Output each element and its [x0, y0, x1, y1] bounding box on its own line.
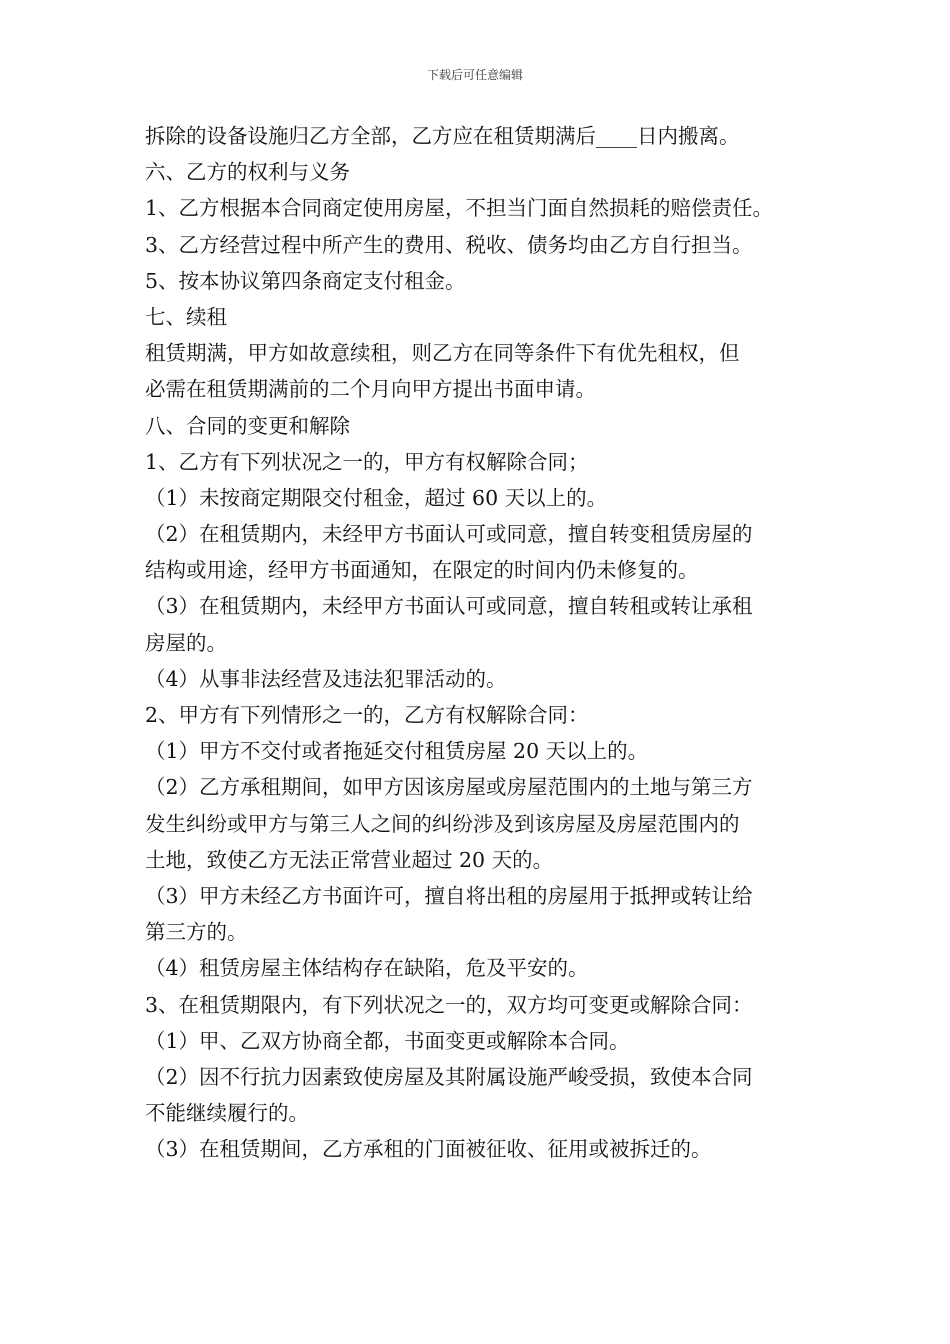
text-line: 拆除的设备设施归乙方全部，乙方应在租赁期满后____日内搬离。 [145, 124, 740, 148]
text-line: 1、乙方根据本合同商定使用房屋，不担当门面自然损耗的赔偿责任。 [145, 196, 774, 221]
text-line: （2）乙方承租期间，如甲方因该房屋或房屋范围内的土地与第三方 [145, 775, 753, 800]
text-line: （4）租赁房屋主体结构存在缺陷，危及平安的。 [145, 956, 589, 981]
section-heading: 八、合同的变更和解除 [145, 413, 350, 438]
text-line: 5、按本协议第四条商定支付租金。 [145, 268, 466, 293]
text-line: （3）在租赁期内，未经甲方书面认可或同意，擅自转租或转让承租 [145, 594, 753, 619]
text-line: 发生纠纷或甲方与第三人之间的纠纷涉及到该房屋及房屋范围内的 [145, 811, 740, 836]
text-line: （1）甲、乙双方协商全都，书面变更或解除本合同。 [145, 1028, 630, 1053]
text-line: 2、甲方有下列情形之一的，乙方有权解除合同： [145, 703, 589, 727]
text-line: 租赁期满，甲方如故意续租，则乙方在同等条件下有优先租权，但 [145, 341, 740, 366]
text-line: 1、乙方有下列状况之一的，甲方有权解除合同； [145, 449, 589, 474]
text-line: （4）从事非法经营及违法犯罪活动的。 [145, 666, 507, 691]
text-line: 必需在租赁期满前的二个月向甲方提出书面申请。 [145, 377, 596, 402]
text-line: 3、在租赁期限内，有下列状况之一的，双方均可变更或解除合同： [145, 992, 753, 1017]
section-heading: 六、乙方的权利与义务 [145, 160, 350, 185]
document-body [145, 118, 825, 1167]
text-line: 结构或用途，经甲方书面通知，在限定的时间内仍未修复的。 [145, 558, 699, 583]
text-line: （1）甲方不交付或者拖延交付租赁房屋 20 天以上的。 [145, 739, 649, 764]
section-heading: 七、续租 [145, 304, 227, 329]
text-line: （2）在租赁期内，未经甲方书面认可或同意，擅自转变租赁房屋的 [145, 522, 753, 547]
text-line: 3、乙方经营过程中所产生的费用、税收、债务均由乙方自行担当。 [145, 232, 753, 257]
page-header: 下载后可任意编辑 [426, 68, 523, 82]
text-line: （3）在租赁期间，乙方承租的门面被征收、征用或被拆迁的。 [145, 1137, 712, 1162]
text-line: 土地，致使乙方无法正常营业超过 20 天的。 [145, 847, 554, 872]
text-line: 第三方的。 [145, 920, 248, 945]
text-line: 房屋的。 [145, 630, 227, 655]
text-line: （3）甲方未经乙方书面许可，擅自将出租的房屋用于抵押或转让给 [145, 883, 753, 908]
text-line: （2）因不行抗力因素致使房屋及其附属设施严峻受损，致使本合同 [145, 1064, 753, 1089]
text-line: 不能继续履行的。 [145, 1101, 309, 1126]
text-line: （1）未按商定期限交付租金，超过 60 天以上的。 [145, 485, 608, 510]
